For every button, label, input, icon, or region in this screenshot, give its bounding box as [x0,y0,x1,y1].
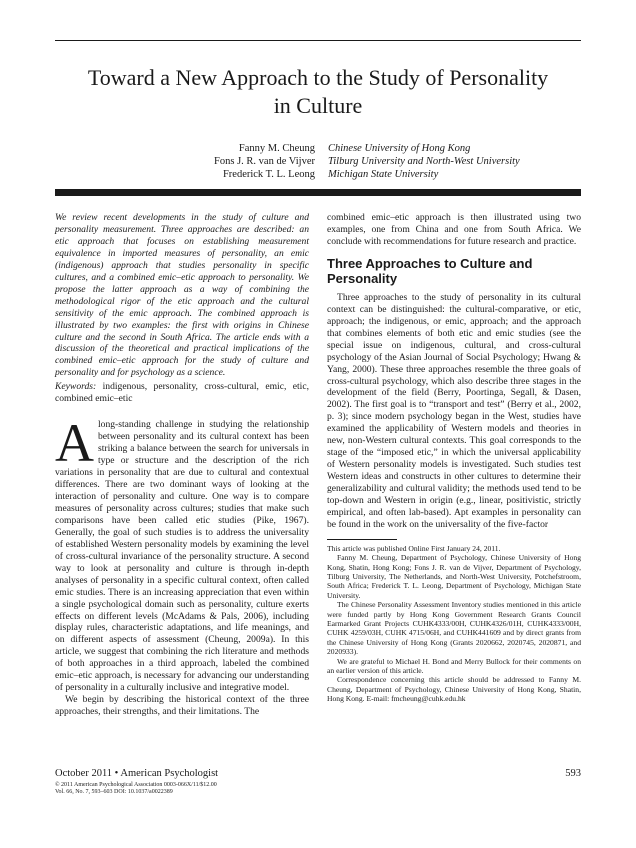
section-heading: Three Approaches to Culture and Personality [327,255,533,286]
copyright-line: © 2011 American Psychological Association 0003-066X/11/$12.00 [55,782,217,788]
intro-paragraph-1-text: long-standing challenge in studying the relationship between personality and its cultural context has been striking a balance between the search for universals in type or structure and the description of the rich variations in personality that are due to cultural and contextual differences. There are two dominant ways of looking at the interaction of personality and culture. One way is to compare measures of personality across cultures; studies that make such comparisons have been called etic studies (Pike, 1967). Generally, the goal of such studies is to address the universality of established Western personality models by examining the level of cross-cultural invariance of the personality structure. A second way to look at personality and culture is through in-depth analyses of personality in a specific cultural context, often called emic studies. There is an increasing appreciation that even within a single psychological domain such as personality, culture exerts effects on different levels (McAdams & Pals, 2006), including display rules, characteristic adaptations, and life meanings, and on different aspects of assessment (Cheung, 2009a). In this article, we suggest that combining the rich literature and methods of both approaches in a third approach, labeled the combined emic–etic approach, is necessary for advancing our understanding of personality in a culturally inclusive and integrative model. [55,419,309,694]
article-title [40,64,596,120]
footnotes [327,544,581,704]
footer-journal: October 2011 • American Psychologist [55,768,219,779]
author-names [140,142,315,181]
footnote-rule [327,539,397,540]
right-paragraph-1: combined emic–etic approach is then illustrated using two examples, one from China and one from South Africa. We conclude with recommendations for future research and practice. [327,212,581,247]
title-line-2: in Culture [273,93,363,118]
footer-copyright [55,782,217,796]
intro-paragraph-1 [55,413,309,694]
intro-paragraph-2: We begin by describing the historical context of the three approaches, their strengths, and their limitations. The [55,694,309,718]
footnote: Correspondence concerning this article should be addressed to Fanny M. Cheung, Department of Psychology, Chinese University of Hong Kong, Shatin, Hong Kong. E-mail: fmcheung@cuhk.edu.hk [327,675,581,704]
footnote: This article was published Online First January 24, 2011. [327,543,501,553]
right-column [327,212,581,704]
drop-cap: A [55,413,94,474]
keywords-list: indigenous, personality, cross-cultural, emic, etic, combined emic–etic [55,381,309,405]
page-number: 593 [565,768,581,779]
author-name: Frederick T. L. Leong [222,169,315,180]
right-paragraph-2: Three approaches to the study of personality in its cultural context can be distinguished: the cultural-comparative, or etic, approach; the indigenous, or emic, approach; and the approach that combines elements of both etic and emic studies (see the special issue on indigenous, cultural, and cross-cultural psychology of the Asian Journal of Social Psychology; Hwang & Yang, 2000). These three approaches resemble the three goals of cross-cultural psychology, which also describe three stages in the development of the field (Berry, Poortinga, Segall, & Dasen, 2002). The first goal is to “transport and test” (Berry et al., 2002, p. 3); since modern psychology began in the West, studies have examined the applicability of Western models and theories in new, non-Western cultural contexts. This goal corresponds to the stage of the “imposed etic,” in which the universal applicability of Western personality models is investigated. Such studies test Western ideas and constructs in other cultures to determine their generalizability and cultural validity; the methods used tend to be top-down and Western in origin (e.g., linear, positivistic, strictly empirical, and often lab-based). Apt examples in personality can be found in the work on the universality of the five-factor [327,291,581,530]
author-affiliations [328,142,588,181]
top-rule [55,40,581,41]
footnote: We are grateful to Michael H. Bond and Merry Bullock for their comments on an earlier version of this article. [327,656,581,675]
keywords-label: Keywords: [55,381,97,393]
author-affiliation: Tilburg University and North-West University [328,156,520,167]
volume-line: Vol. 66, No. 7, 593–603 DOI: 10.1037/a0022389 [55,789,173,795]
abstract: We review recent developments in the study of culture and personality measurement. Three approaches are described: an etic approach that focuses on establishing measurement equivalence in imported measures of personality, an emic (indigenous) approach that studies personality in specific cultures, and a combined emic–etic approach to personality. We propose the latter approach as a way of combining the methodological rigor of the etic approach and the cultural sensitivity of the emic approach. The combined approach is illustrated by two examples: the first with origins in Chinese culture and the second in South Africa. The article ends with a discussion of the theoretical and practical implications of the combined emic–etic approach for the study of culture and personality and for psychology as a science. [55,212,309,379]
header-thick-rule [55,189,581,196]
title-line-1: Toward a New Approach to the Study of Personality [87,65,549,90]
right-body [327,212,581,531]
author-affiliation: Michigan State University [328,169,439,180]
author-name: Fons J. R. van de Vijver [214,156,315,167]
footnote: The Chinese Personality Assessment Inventory studies mentioned in this article were funded partly by Hong Kong Government Research Grants Council Earmarked Grant Projects CUHK4333/00H, CUHK4326/01H, CUHK4333/00H, CUHK 4259/03H, CUHK 4715/06H, and CUHK441609 and by direct grants from the Chinese University of Hong Kong (Grants 2020662, 2020745, 2020871, and 2020933). [327,600,581,657]
author-affiliation: Chinese University of Hong Kong [328,143,471,154]
left-column [55,212,309,718]
author-name: Fanny M. Cheung [238,143,315,154]
keywords [55,381,309,405]
intro-body [55,413,309,718]
footnote: Fanny M. Cheung, Department of Psychology, Chinese University of Hong Kong, Shatin, Hong Kong; Fons J. R. van de Vijver, Department of Psychology, Tilburg University, The Netherlands, and North-West University, Potchefstroom, South Africa; Frederick T. L. Leong, Department of Psychology, Michigan State University. [327,553,581,600]
